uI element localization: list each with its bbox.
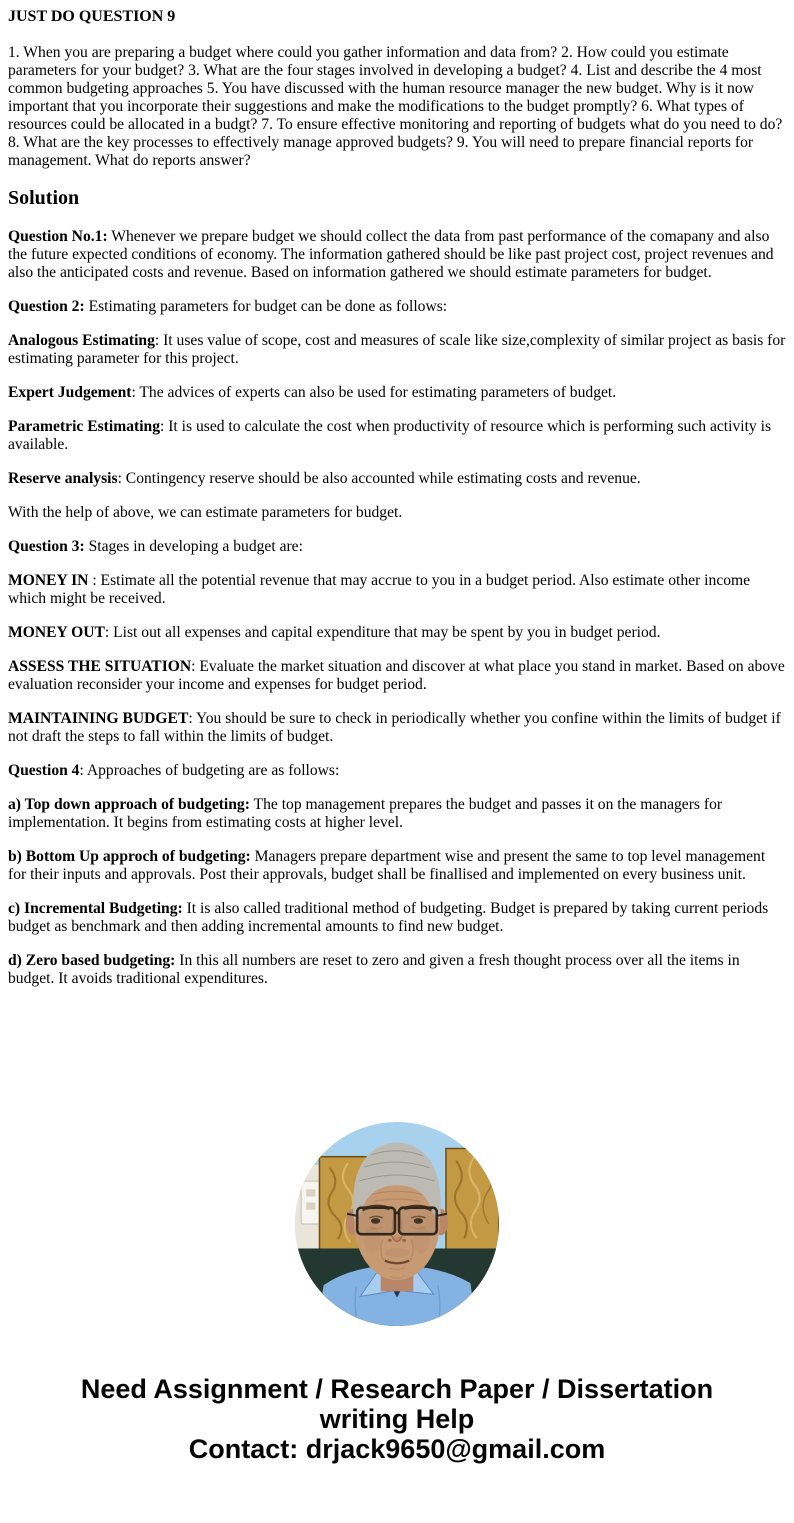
paragraph-text: : It is used to calculate the cost when productivity of resource which is performing such activity is available. <box>8 418 772 453</box>
paragraph-text: With the help of above, we can estimate parameters for budget. <box>8 504 403 521</box>
paragraph-lead: Question No.1: <box>8 228 108 245</box>
paragraph-lead: Expert Judgement <box>8 384 132 401</box>
solution-heading: Solution <box>8 187 80 209</box>
paragraph-lead: c) Incremental Budgeting: <box>8 900 183 917</box>
paragraph-text: Estimating parameters for budget can be done as follows: <box>84 298 448 315</box>
photo-switch <box>306 1189 315 1196</box>
paragraph-lead: MONEY IN <box>8 572 89 589</box>
solution-paragraph-bottom-up <box>8 848 786 884</box>
solution-paragraph-top-down <box>8 796 786 832</box>
paragraph-text: : It uses value of scope, cost and measures of scale like size,complexity of similar project as basis for estimating parameter for this project. <box>8 332 786 367</box>
footer-line-1: Need Assignment / Research Paper / Dissertation <box>80 1374 714 1404</box>
solution-paragraph-money-out <box>8 624 786 642</box>
paragraph-lead: MAINTAINING BUDGET <box>8 710 189 727</box>
paragraph-lead: Question 3: <box>8 538 85 555</box>
footer-contact-email: Contact: drjack9650@gmail.com <box>188 1434 606 1464</box>
photo-switch <box>306 1203 315 1210</box>
paragraph-text: : Contingency reserve should be also accounted while estimating costs and revenue. <box>117 470 641 487</box>
solution-paragraph-assess <box>8 658 786 694</box>
photo-container <box>295 1122 499 1326</box>
paragraph-text: : Estimate all the potential revenue that may accrue to you in a budget period. Also estimate other income which might be received. <box>8 572 751 607</box>
questions-paragraph: 1. When you are preparing a budget where could you gather information and data from? 2. How could you estimate parameters for your budget? 3. What are the four stages involved in developing a budget? 4. List and describe the 4 most common budgeting approaches 5. You have discussed with the human resource manager the new budget. Why is it now important that you incorporate their suggestions and make the modifications to the budget promptly? 6. What types of resources could be allocated in a budgt? 7. To ensure effective monitoring and reporting of budgets what do you need to do? 8. What are the key processes to effectively manage approved budgets? 9. You will need to prepare financial reports for management. What do reports answer? <box>8 44 783 169</box>
solution-paragraph-q2 <box>8 298 786 316</box>
paragraph-lead: d) Zero based budgeting: <box>8 952 176 969</box>
solution-paragraph-analogous <box>8 332 786 368</box>
paragraph-lead: ASSESS THE SITUATION <box>8 658 192 675</box>
paragraph-text: : The advices of experts can also be used for estimating parameters of budget. <box>131 384 617 401</box>
paragraph-text: In this all numbers are reset to zero and given a fresh thought process over all the items in budget. It avoids traditional expenditures. <box>8 952 740 987</box>
paragraph-lead: b) Bottom Up approch of budgeting: <box>8 848 251 865</box>
solution-paragraph-money-in <box>8 572 786 608</box>
paragraph-text: : Approaches of budgeting are as follows: <box>79 762 340 779</box>
solution-paragraph-q1 <box>8 228 786 282</box>
paragraph-text: : Evaluate the market situation and discover at what place you stand in market. Based on above evaluation reconsider your income and expenses for budget period. <box>8 658 785 693</box>
paragraph-text: Whenever we prepare budget we should collect the data from past performance of the comapany and also the future expected conditions of economy. The information gathered should be like past project cost, project revenues and also the anticipated costs and revenue. Based on information gathered we should estimate parameters for budget. <box>8 228 774 281</box>
paragraph-text: : List out all expenses and capital expenditure that may be spent by you in budget period. <box>104 624 661 641</box>
solution-paragraph-parametric <box>8 418 786 454</box>
solution-paragraph-maintaining <box>8 710 786 746</box>
paragraph-text: The top management prepares the budget and passes it on the managers for implementation. It begins from estimating costs at higher level. <box>8 796 723 831</box>
paragraph-text: : You should be sure to check in periodically whether you confine within the limits of budget if not draft the steps to fall within the limits of budget. <box>8 710 781 745</box>
paragraph-lead: Analogous Estimating <box>8 332 155 349</box>
paragraph-lead: Question 2: <box>8 298 85 315</box>
tutor-portrait-photo <box>295 1122 499 1326</box>
footer-banner <box>8 1374 786 1493</box>
paragraph-lead: Parametric Estimating <box>8 418 160 435</box>
footer-line-2: writing Help <box>319 1404 475 1434</box>
paragraph-lead: MONEY OUT <box>8 624 105 641</box>
paragraph-lead: Reserve analysis <box>8 470 118 487</box>
solution-paragraph-incremental <box>8 900 786 936</box>
photo-right-panel <box>446 1149 499 1263</box>
solution-paragraph-reserve <box>8 470 786 488</box>
paragraph-text: Stages in developing a budget are: <box>84 538 303 555</box>
solution-paragraph-q3 <box>8 538 786 556</box>
solution-paragraph-expert <box>8 384 786 402</box>
paragraph-text: Managers prepare department wise and present the same to top level management for their inputs and approvals. Post their approvals, budget shall be finallised and implemented on every business unit. <box>8 848 766 883</box>
solution-paragraph-zero-based <box>8 952 786 988</box>
paragraph-lead: Question 4 <box>8 762 80 779</box>
solution-paragraph-summary <box>8 504 786 522</box>
page-title: JUST DO QUESTION 9 <box>8 8 176 25</box>
paragraph-lead: a) Top down approach of budgeting: <box>8 796 250 813</box>
solution-paragraph-q4 <box>8 762 786 780</box>
paragraph-text: It is also called traditional method of budgeting. Budget is prepared by taking current periods budget as benchmark and then adding incremental amounts to find new budget. <box>8 900 769 935</box>
